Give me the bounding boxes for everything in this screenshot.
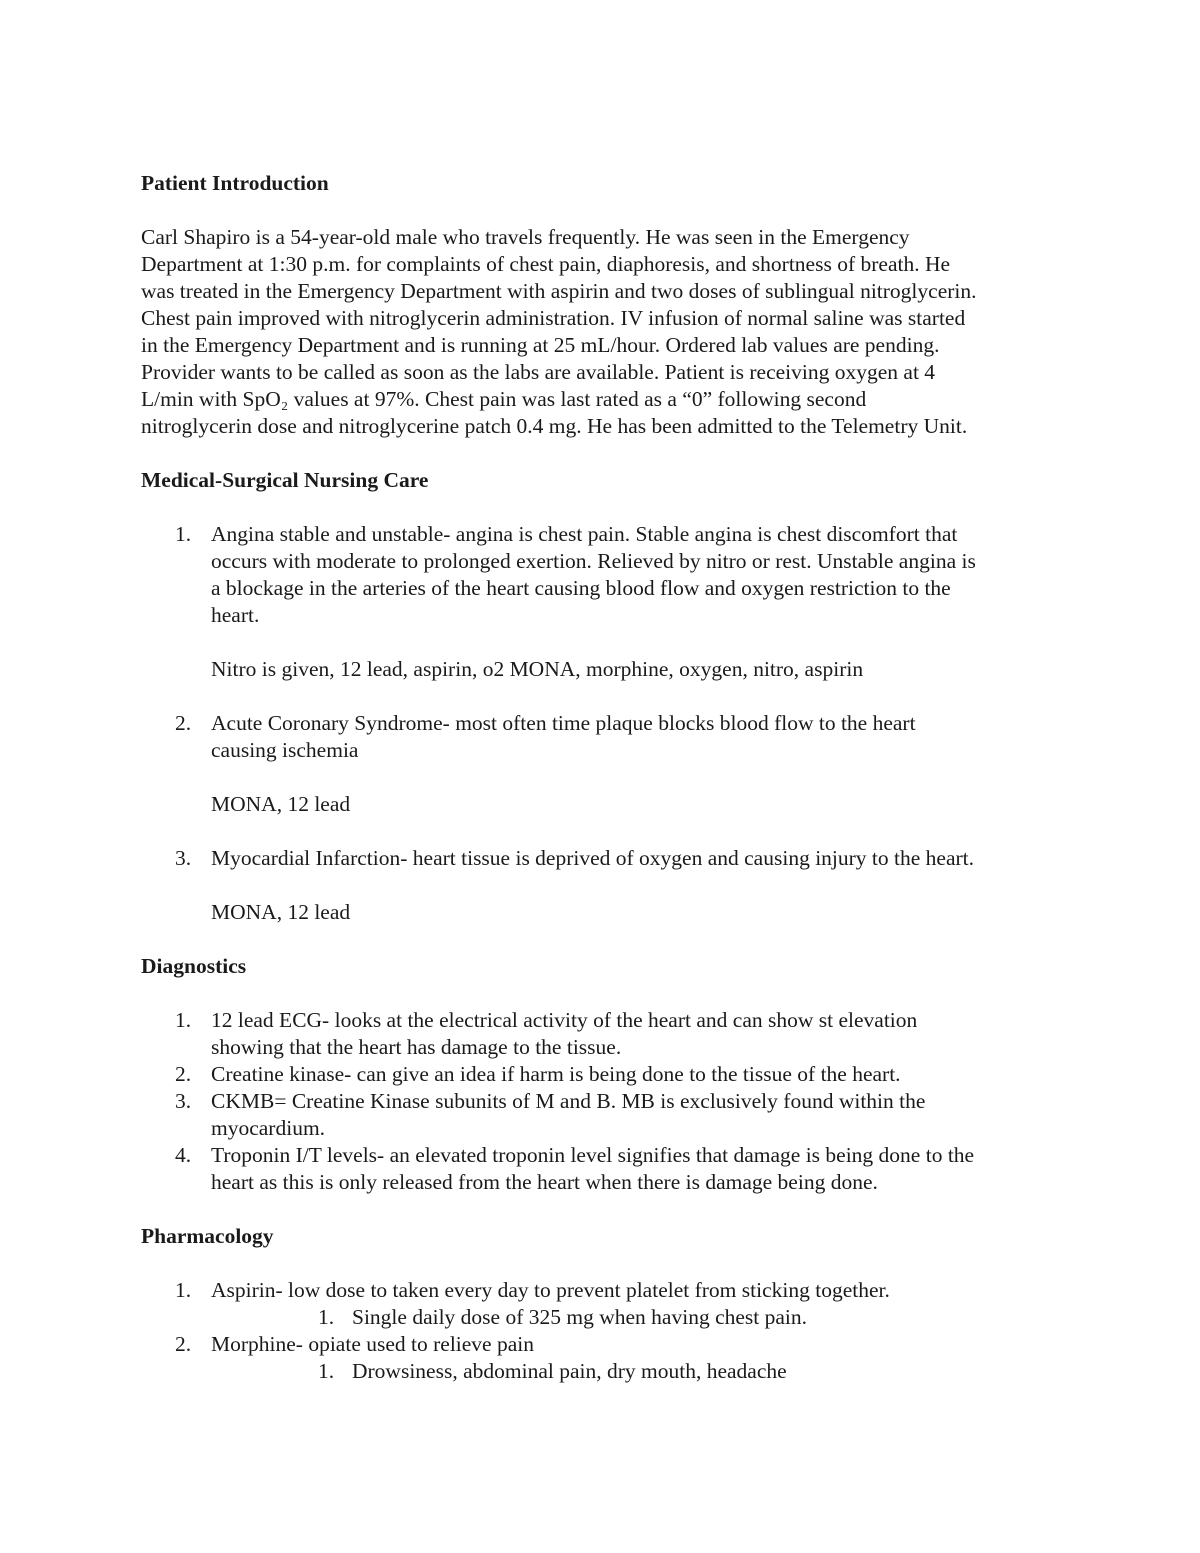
intro-line: Department at 1:30 p.m. for complaints of chest pain, diaphoresis, and shortness of breath. He xyxy=(141,252,951,276)
item-line: Creatine kinase- can give an idea if harm is being done to the tissue of the heart. xyxy=(211,1062,901,1086)
sub-item-text: Drowsiness, abdominal pain, dry mouth, headache xyxy=(352,1359,787,1383)
section-heading-patient-introduction: Patient Introduction xyxy=(141,171,329,195)
list-number: 2. xyxy=(175,711,192,735)
section-heading-diagnostics: Diagnostics xyxy=(141,954,247,978)
list-number: 2. xyxy=(175,1332,192,1356)
list-item xyxy=(141,1061,1071,1088)
sub-list-item xyxy=(141,1304,1071,1331)
intro-line: in the Emergency Department and is running at 25 mL/hour. Ordered lab values are pending. xyxy=(141,333,940,357)
item-text: Aspirin- low dose to taken every day to prevent platelet from sticking together. xyxy=(211,1278,890,1302)
item-line: 12 lead ECG- looks at the electrical activity of the heart and can show st elevation xyxy=(211,1008,918,1032)
item-line: Myocardial Infarction- heart tissue is deprived of oxygen and causing injury to the heart. xyxy=(211,846,975,870)
list-item xyxy=(141,710,1071,764)
list-item xyxy=(141,1331,1071,1358)
section-heading-medical-surgical-nursing-care: Medical-Surgical Nursing Care xyxy=(141,468,429,492)
list-item xyxy=(141,845,1071,872)
medsurg-list xyxy=(141,521,1071,926)
item-line: heart. xyxy=(211,603,260,627)
intro-line: was treated in the Emergency Department with aspirin and two doses of sublingual nitroglycerin. xyxy=(141,279,977,303)
item-line: myocardium. xyxy=(211,1116,326,1140)
sub-list-number: 1. xyxy=(318,1305,335,1329)
list-number: 2. xyxy=(175,1062,192,1086)
document-page xyxy=(141,170,1071,1385)
sub-list-item xyxy=(141,1358,1071,1385)
item-line: Troponin I/T levels- an elevated troponin level signifies that damage is being done to the xyxy=(211,1143,975,1167)
item-line: a blockage in the arteries of the heart causing blood flow and oxygen restriction to the xyxy=(211,576,951,600)
list-item xyxy=(141,521,1071,629)
diagnostics-list xyxy=(141,1007,1071,1196)
list-number: 4. xyxy=(175,1143,192,1167)
list-number: 1. xyxy=(175,1008,192,1032)
intro-line: Provider wants to be called as soon as the labs are available. Patient is receiving oxygen at 4 xyxy=(141,360,936,384)
list-item xyxy=(141,1007,1071,1061)
intro-line: nitroglycerin dose and nitroglycerine patch 0.4 mg. He has been admitted to the Telemetry Unit. xyxy=(141,414,968,438)
list-item xyxy=(141,1142,1071,1196)
item-line: Acute Coronary Syndrome- most often time plaque blocks blood flow to the heart xyxy=(211,711,916,735)
list-number: 1. xyxy=(175,522,192,546)
item-line: heart as this is only released from the heart when there is damage being done. xyxy=(211,1170,878,1194)
item-line: causing ischemia xyxy=(211,738,359,762)
pharmacology-list xyxy=(141,1277,1071,1385)
list-number: 3. xyxy=(175,1089,192,1113)
item-note: MONA, 12 lead xyxy=(211,900,351,924)
item-note: MONA, 12 lead xyxy=(211,792,351,816)
sub-item-text: Single daily dose of 325 mg when having chest pain. xyxy=(352,1305,808,1329)
item-line: occurs with moderate to prolonged exertion. Relieved by nitro or rest. Unstable angina is xyxy=(211,549,976,573)
item-line: showing that the heart has damage to the tissue. xyxy=(211,1035,622,1059)
list-number: 1. xyxy=(175,1278,192,1302)
intro-line: Carl Shapiro is a 54-year-old male who travels frequently. He was seen in the Emergency xyxy=(141,225,910,249)
sub-list-number: 1. xyxy=(318,1359,335,1383)
item-note: Nitro is given, 12 lead, aspirin, o2 MONA, morphine, oxygen, nitro, aspirin xyxy=(211,657,864,681)
list-item xyxy=(141,1277,1071,1304)
list-number: 3. xyxy=(175,846,192,870)
intro-paragraph xyxy=(141,224,1071,440)
intro-line: Chest pain improved with nitroglycerin administration. IV infusion of normal saline was started xyxy=(141,306,966,330)
intro-line: L/min with SpO₂ values at 97%. Chest pain was last rated as a “0” following second xyxy=(141,387,867,411)
item-line: Angina stable and unstable- angina is chest pain. Stable angina is chest discomfort that xyxy=(211,522,958,546)
item-line: CKMB= Creatine Kinase subunits of M and B. MB is exclusively found within the xyxy=(211,1089,926,1113)
list-item xyxy=(141,1088,1071,1142)
section-heading-pharmacology: Pharmacology xyxy=(141,1224,274,1248)
item-text: Morphine- opiate used to relieve pain xyxy=(211,1332,534,1356)
